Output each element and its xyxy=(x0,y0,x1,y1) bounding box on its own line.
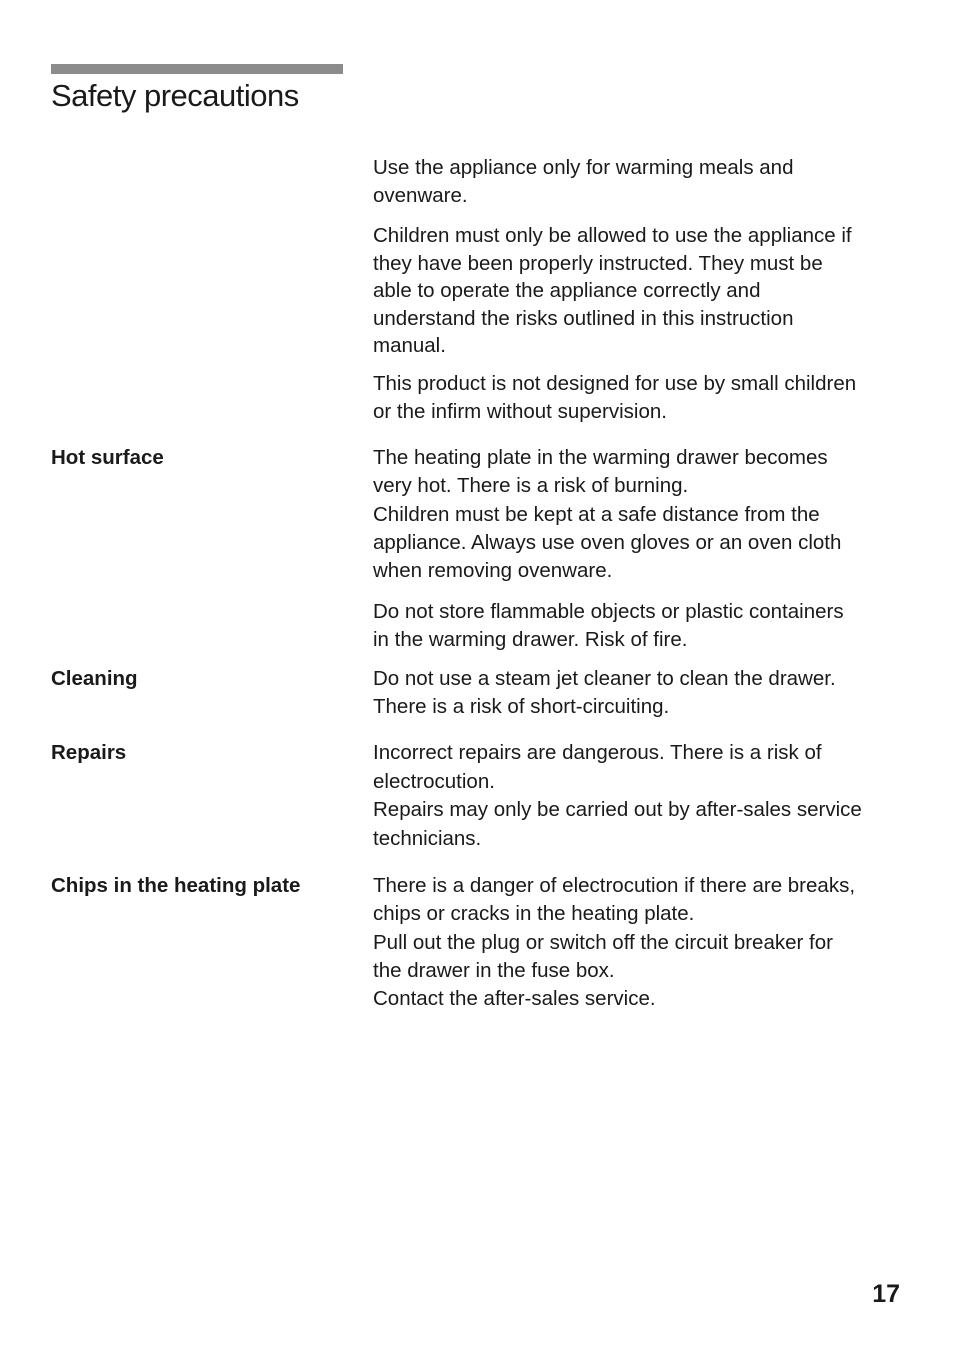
text-line: when removing ovenware. xyxy=(373,559,613,583)
text-line: Do not store flammable objects or plastic containers xyxy=(373,600,844,623)
title-rule xyxy=(51,64,343,74)
intro-paragraph-2 xyxy=(373,222,903,360)
section-label-hot-surface: Hot surface xyxy=(51,446,164,469)
text-line: understand the risks outlined in this instruction xyxy=(373,306,794,330)
text-line: There is a risk of short-circuiting. xyxy=(373,695,670,718)
repairs-paragraph xyxy=(373,739,903,853)
text-line: Children must only be allowed to use the appliance if xyxy=(373,224,852,247)
text-line: very hot. There is a risk of burning. xyxy=(373,474,689,498)
section-label-cleaning: Cleaning xyxy=(51,667,138,690)
intro-paragraph-3 xyxy=(373,370,903,425)
text-line: Do not use a steam jet cleaner to clean the drawer. xyxy=(373,667,836,690)
text-line: electrocution. xyxy=(373,769,495,793)
section-label-repairs: Repairs xyxy=(51,741,127,764)
section-label-chips: Chips in the heating plate xyxy=(51,874,301,897)
text-line: chips or cracks in the heating plate. xyxy=(373,902,695,926)
chips-paragraph xyxy=(373,872,903,1013)
text-line: technicians. xyxy=(373,826,482,850)
intro-paragraph-1 xyxy=(373,154,903,209)
text-line: ovenware. xyxy=(373,183,468,207)
text-line: The heating plate in the warming drawer becomes xyxy=(373,446,828,469)
hot-surface-paragraph-2 xyxy=(373,598,903,653)
text-line: Children must be kept at a safe distance from the xyxy=(373,502,820,526)
text-line: There is a danger of electrocution if there are breaks, xyxy=(373,874,856,897)
text-line: manual. xyxy=(373,334,446,357)
text-line: Incorrect repairs are dangerous. There is a risk of xyxy=(373,741,822,764)
page-title: Safety precautions xyxy=(51,78,299,113)
text-line: Repairs may only be carried out by after-sales service xyxy=(373,798,862,821)
text-line: they have been properly instructed. They must be xyxy=(373,251,823,275)
text-line: Pull out the plug or switch off the circuit breaker for xyxy=(373,930,833,954)
text-line: This product is not designed for use by small children xyxy=(373,372,857,395)
hot-surface-paragraph-1 xyxy=(373,444,903,585)
text-line: Use the appliance only for warming meals and xyxy=(373,156,794,179)
text-line: the drawer in the fuse box. xyxy=(373,958,615,982)
cleaning-paragraph xyxy=(373,665,903,721)
page-number: 17 xyxy=(872,1280,900,1308)
text-line: or the infirm without supervision. xyxy=(373,399,667,423)
text-line: in the warming drawer. Risk of fire. xyxy=(373,627,688,651)
text-line: able to operate the appliance correctly and xyxy=(373,279,761,302)
text-line: Contact the after-sales service. xyxy=(373,987,656,1011)
text-line: appliance. Always use oven gloves or an oven cloth xyxy=(373,530,842,554)
